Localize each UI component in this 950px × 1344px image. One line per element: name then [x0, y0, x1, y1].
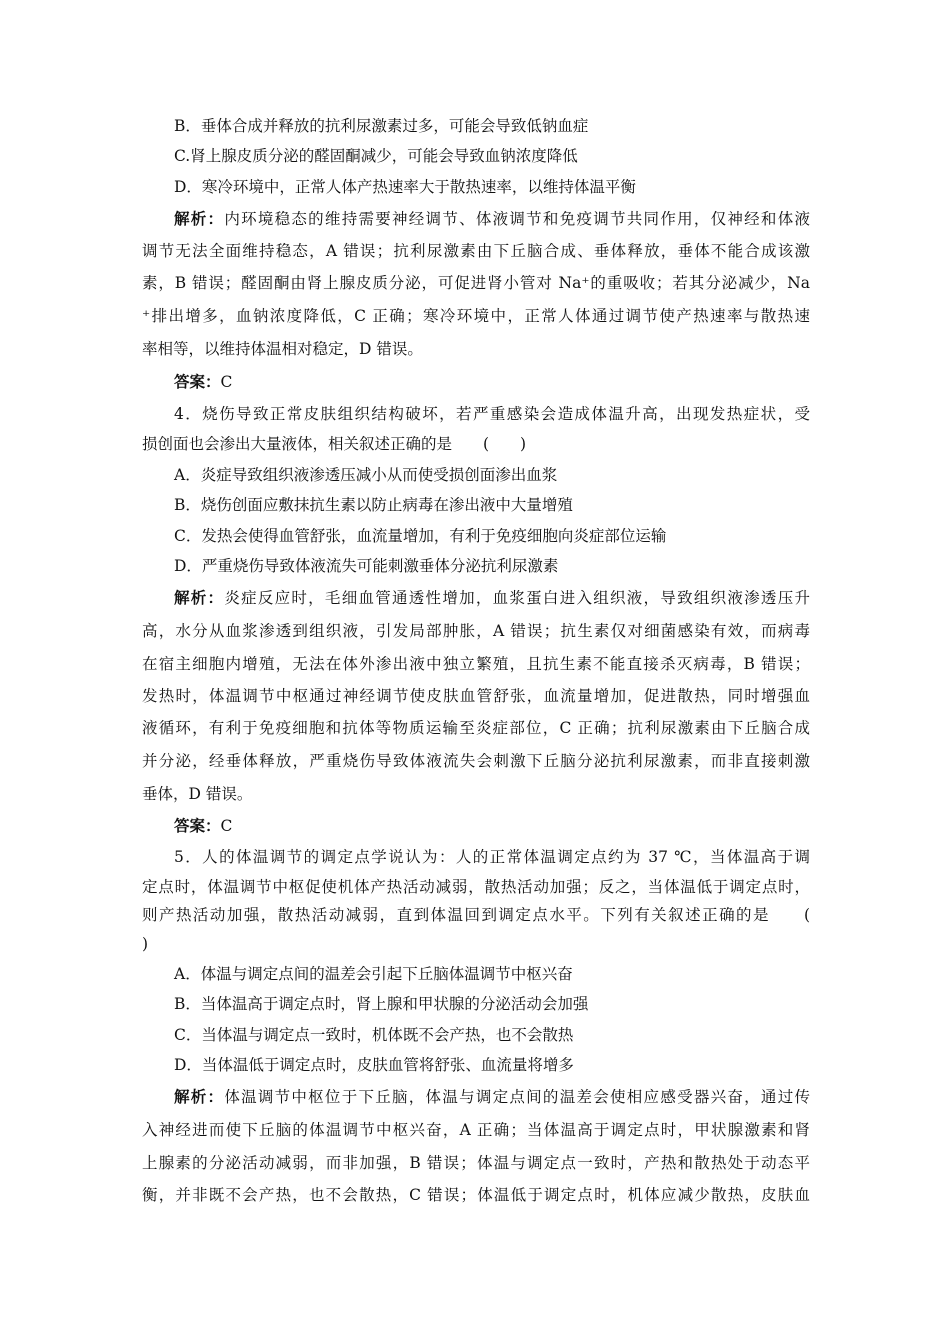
text: D．严重烧伤导致体液流失可能刺激垂体分泌抗利尿激素 — [174, 557, 559, 575]
analysis-line — [142, 339, 810, 359]
question-stem-line — [142, 934, 810, 954]
analysis-label: 解析： — [174, 588, 225, 607]
analysis-line — [142, 718, 810, 738]
analysis-line — [142, 241, 810, 261]
analysis-line — [142, 784, 810, 804]
text: 液循环，有利于免疫细胞和抗体等物质运输至炎症部位，C 正确；抗利尿激素由下丘脑合成 — [142, 719, 810, 737]
text: B．垂体合成并释放的抗利尿激素过多，可能会导致低钠血症 — [174, 117, 589, 135]
answer-value: C — [220, 373, 233, 391]
analysis-line — [142, 1185, 810, 1205]
text: B．烧伤创面应敷抹抗生素以防止病毒在渗出液中大量增殖 — [174, 496, 573, 514]
text: 上腺素的分泌活动减弱，而非加强，B 错误；体温与调定点一致时，产热和散热处于动态平 — [142, 1154, 810, 1172]
option-d-line — [174, 556, 810, 576]
text: C．发热会使得血管舒张，血流量增加，有利于免疫细胞向炎症部位运输 — [174, 527, 667, 545]
analysis-label: 解析： — [174, 1087, 225, 1106]
answer-label: 答案： — [174, 372, 221, 391]
text: 垂体，D 错误。 — [142, 785, 253, 803]
option-a-line — [174, 964, 810, 984]
answer-value: C — [220, 817, 233, 835]
text: 素，B 错误；醛固酮由肾上腺皮质分泌，可促进肾小管对 Na⁺的重吸收；若其分泌减少，Na — [142, 274, 810, 292]
option-d-line — [174, 1055, 810, 1075]
answer-line — [174, 372, 810, 392]
analysis-label: 解析： — [174, 209, 225, 228]
analysis-line — [142, 1153, 810, 1173]
text: 炎症反应时，毛细血管通透性增加，血浆蛋白进入组织液，导致组织液渗透压升 — [224, 589, 810, 607]
question-stem-line — [142, 877, 810, 897]
analysis-line — [174, 209, 810, 229]
text: A．体温与调定点间的温差会引起下丘脑体温调节中枢兴奋 — [174, 965, 573, 983]
text: 内环境稳态的维持需要神经调节、体液调节和免疫调节共同作用，仅神经和体液 — [224, 210, 810, 228]
option-d-line — [174, 177, 810, 197]
question-stem-line — [174, 404, 810, 424]
answer-label: 答案： — [174, 816, 221, 835]
text: 衡，并非既不会产热，也不会散热，C 错误；体温低于调定点时，机体应减少散热，皮肤血 — [142, 1186, 810, 1204]
text: 则产热活动加强，散热活动减弱，直到体温回到调定点水平。下列有关叙述正确的是 ( — [142, 906, 810, 924]
option-b-line — [174, 116, 810, 136]
text: C．当体温与调定点一致时，机体既不会产热，也不会散热 — [174, 1026, 574, 1044]
question-stem-line — [142, 905, 810, 925]
option-b-line — [174, 495, 810, 515]
option-c-line — [174, 146, 810, 166]
analysis-line — [142, 306, 810, 326]
text: B．当体温高于调定点时，肾上腺和甲状腺的分泌活动会加强 — [174, 995, 589, 1013]
analysis-line — [142, 1120, 810, 1140]
text: D．寒冷环境中，正常人体产热速率大于散热速率，以维持体温平衡 — [174, 178, 636, 196]
text: 损创面也会渗出大量液体，相关叙述正确的是 ( ) — [142, 435, 527, 453]
text: D．当体温低于调定点时，皮肤血管将舒张、血流量将增多 — [174, 1056, 574, 1074]
analysis-line — [142, 621, 810, 641]
text: 入神经进而使下丘脑的体温调节中枢兴奋，A 正确；当体温高于调定点时，甲状腺激素和肾 — [142, 1121, 810, 1139]
text: 在宿主细胞内增殖，无法在体外渗出液中独立繁殖，且抗生素不能直接杀灭病毒，B 错误； — [142, 655, 810, 673]
text: ⁺排出增多，血钠浓度降低，C 正确；寒冷环境中，正常人体通过调节使产热速率与散热速 — [142, 307, 810, 325]
text: ) — [142, 935, 149, 953]
text: 5．人的体温调节的调定点学说认为：人的正常体温调定点约为 37 ℃，当体温高于调 — [174, 848, 810, 866]
text: 发热时，体温调节中枢通过神经调节使皮肤血管舒张，血流量增加，促进散热，同时增强血 — [142, 687, 810, 705]
text: 4．烧伤导致正常皮肤组织结构破坏，若严重感染会造成体温升高，出现发热症状，受 — [174, 405, 810, 423]
text: A．炎症导致组织液渗透压减小从而使受损创面渗出血浆 — [174, 466, 558, 484]
question-stem-line — [142, 434, 810, 454]
text: 定点时，体温调节中枢促使机体产热活动减弱，散热活动加强；反之，当体温低于调定点时， — [142, 878, 810, 896]
text: 体温调节中枢位于下丘脑，体温与调定点间的温差会使相应感受器兴奋，通过传 — [224, 1088, 810, 1106]
analysis-line — [142, 273, 810, 293]
question-stem-line — [174, 847, 810, 867]
option-c-line — [174, 526, 810, 546]
option-c-line — [174, 1025, 810, 1045]
analysis-line — [174, 588, 810, 608]
answer-line — [174, 816, 810, 836]
analysis-line — [174, 1087, 810, 1107]
analysis-line — [142, 686, 810, 706]
analysis-line — [142, 751, 810, 771]
text: 调节无法全面维持稳态，A 错误；抗利尿激素由下丘脑合成、垂体释放，垂体不能合成该激 — [142, 242, 810, 260]
text: 率相等，以维持体温相对稳定，D 错误。 — [142, 340, 423, 358]
text: C.肾上腺皮质分泌的醛固酮减少，可能会导致血钠浓度降低 — [174, 147, 578, 165]
text: 高，水分从血浆渗透到组织液，引发局部肿胀，A 错误；抗生素仅对细菌感染有效，而病毒 — [142, 622, 810, 640]
option-a-line — [174, 465, 810, 485]
text: 并分泌，经垂体释放，严重烧伤导致体液流失会刺激下丘脑分泌抗利尿激素，而非直接刺激 — [142, 752, 810, 770]
option-b-line — [174, 994, 810, 1014]
analysis-line — [142, 654, 810, 674]
